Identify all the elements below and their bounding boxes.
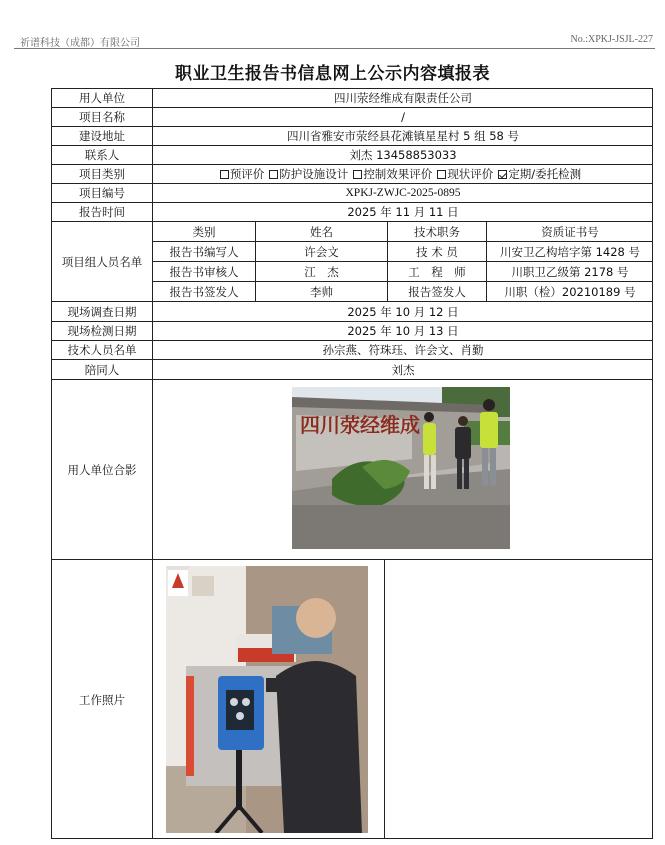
option-protection-design[interactable]: 防护设施设计 (269, 166, 348, 182)
team-member-cert: 川职（检）20210189 号 (487, 282, 653, 302)
team-member-name: 许会文 (256, 242, 388, 262)
contact-value: 刘杰 13458853033 (153, 146, 653, 165)
employer-label: 用人单位 (52, 89, 153, 108)
project-name-value: / (153, 108, 653, 127)
report-date-label: 报告时间 (52, 203, 153, 222)
team-member-name: 李帅 (256, 282, 388, 302)
escort-label: 陪同人 (52, 360, 153, 380)
checkbox-icon (269, 170, 278, 179)
category-options (153, 165, 653, 184)
contact-label: 联系人 (52, 146, 153, 165)
address-label: 建设地址 (52, 127, 153, 146)
survey-date-label: 现场调查日期 (52, 302, 153, 322)
document-title: 职业卫生报告书信息网上公示内容填报表 (175, 64, 490, 84)
project-no-label: 项目编号 (52, 184, 153, 203)
work-photo (166, 566, 368, 833)
team-member-title: 技 术 员 (388, 242, 487, 262)
team-member-category: 报告书签发人 (153, 282, 256, 302)
option-pre-evaluation[interactable]: 预评价 (220, 166, 265, 182)
team-label: 项目组人员名单 (52, 222, 153, 302)
project-name-label: 项目名称 (52, 108, 153, 127)
company-name: 祈谱科技（成都）有限公司 (20, 38, 140, 49)
team-header-cert: 资质证书号 (487, 222, 653, 242)
address-value: 四川省雅安市荥经县花滩镇星星村 5 组 58 号 (153, 127, 653, 146)
group-photo-label: 用人单位合影 (52, 380, 153, 560)
team-member-category: 报告书编写人 (153, 242, 256, 262)
tech-staff-value: 孙宗燕、符珠珏、许会文、肖勤 (153, 341, 653, 360)
checkbox-checked-icon (498, 170, 507, 179)
team-member-cert: 川职卫乙级第 2178 号 (487, 262, 653, 282)
employer-value: 四川荥经维成有限责任公司 (153, 89, 653, 108)
escort-value: 刘杰 (153, 360, 653, 380)
group-photo (292, 387, 510, 549)
empty-photo-cell (385, 560, 653, 839)
team-member-title: 工 程 师 (388, 262, 487, 282)
tech-staff-label: 技术人员名单 (52, 341, 153, 360)
checkbox-icon (220, 170, 229, 179)
category-label: 项目类别 (52, 165, 153, 184)
option-status-evaluation[interactable]: 现状评价 (437, 166, 493, 182)
option-periodic-testing[interactable]: 定期/委托检测 (498, 166, 581, 182)
option-control-effect[interactable]: 控制效果评价 (353, 166, 432, 182)
document-number: No.:XPKJ-JSJL-227 (570, 34, 653, 45)
checkbox-icon (437, 170, 446, 179)
report-date-value: 2025 年 11 月 11 日 (153, 203, 653, 222)
team-header-category: 类别 (153, 222, 256, 242)
sign-lettering: 四川荥经维成 (300, 413, 420, 437)
project-no-value: XPKJ-ZWJC-2025-0895 (153, 184, 653, 203)
checkbox-icon (353, 170, 362, 179)
work-photo-label: 工作照片 (52, 560, 153, 839)
test-date-value: 2025 年 10 月 13 日 (153, 322, 653, 341)
survey-date-value: 2025 年 10 月 12 日 (153, 302, 653, 322)
team-member-title: 报告签发人 (388, 282, 487, 302)
header-divider (14, 48, 655, 49)
team-member-category: 报告书审核人 (153, 262, 256, 282)
test-date-label: 现场检测日期 (52, 322, 153, 341)
team-member-name: 江 杰 (256, 262, 388, 282)
team-member-cert: 川安卫乙构培字第 1428 号 (487, 242, 653, 262)
team-header-title: 技术职务 (388, 222, 487, 242)
team-header-name: 姓名 (256, 222, 388, 242)
